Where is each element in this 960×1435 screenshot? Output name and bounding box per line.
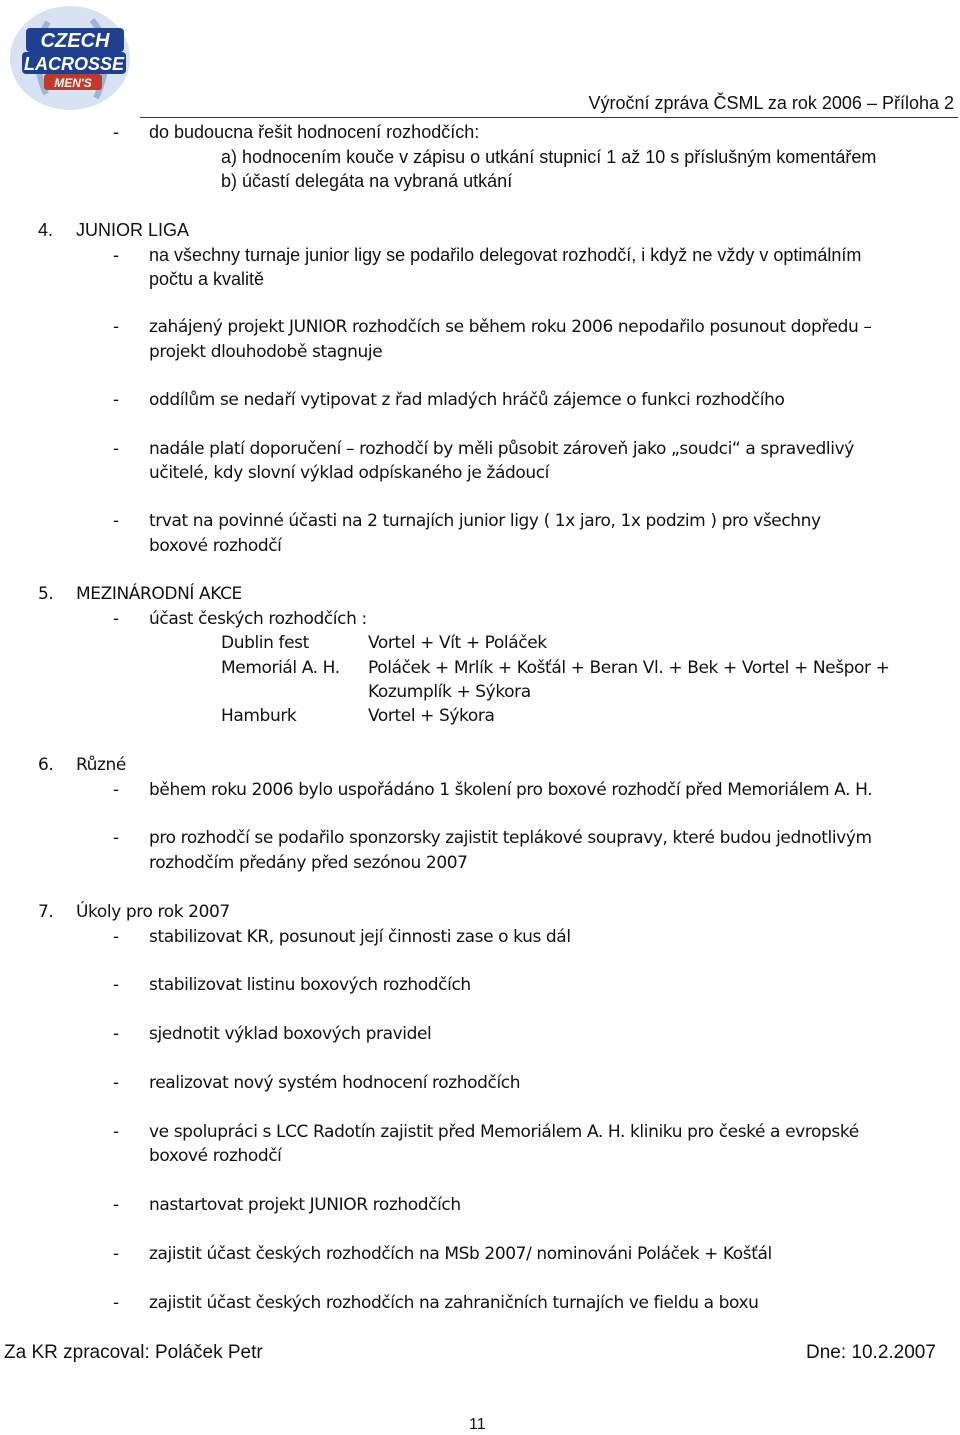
section-heading: JUNIOR LIGA	[76, 220, 190, 240]
list-item-line: sjednotit výklad boxových pravidel	[149, 1024, 432, 1044]
czech-lacrosse-logo	[8, 2, 136, 112]
section-number: 6.	[38, 755, 54, 775]
event-referees: Kozumplík + Sýkora	[368, 682, 531, 702]
list-item-line: boxové rozhodčí	[149, 1146, 282, 1166]
bullet-dash: -	[113, 1073, 119, 1093]
author-line: Za KR zpracoval: Poláček Petr	[4, 1342, 263, 1363]
list-item-line: ve spolupráci s LCC Radotín zajistit před Memoriálem A. H. kliniku pro české a evropské	[149, 1122, 859, 1142]
list-item-line: nadále platí doporučení – rozhodčí by měli působit zároveň jako „soudci“ a spravedlivý	[149, 439, 854, 459]
section-heading: Různé	[76, 755, 126, 775]
event-name: Hamburk	[221, 706, 297, 726]
event-referees: Vortel + Sýkora	[368, 706, 495, 726]
list-item: účast českých rozhodčích :	[149, 609, 367, 629]
sub-item-b: b) účastí delegáta na vybraná utkání	[221, 171, 513, 191]
bullet-dash: -	[113, 609, 119, 629]
logo-word-lacrosse: LACROSSE	[23, 54, 125, 74]
bullet-dash: -	[113, 1024, 119, 1044]
section-number: 4.	[38, 220, 54, 240]
header-divider	[140, 117, 958, 118]
list-item-line: realizovat nový systém hodnocení rozhodčích	[149, 1073, 521, 1093]
czech-lacrosse-logo-graphic	[8, 2, 136, 112]
list-item-line: nastartovat projekt JUNIOR rozhodčích	[149, 1195, 461, 1215]
page-number: 11	[469, 1416, 486, 1433]
bullet-dash: -	[113, 1195, 119, 1215]
bullet-dash: -	[113, 780, 119, 800]
logo-word-czech: CZECH	[40, 30, 110, 52]
bullet-dash: -	[113, 390, 119, 410]
section-heading: Úkoly pro rok 2007	[76, 902, 230, 922]
list-item-line: trvat na povinné účasti na 2 turnajích junior ligy ( 1x jaro, 1x podzim ) pro všechny	[149, 511, 821, 531]
list-item-line: zajistit účast českých rozhodčích na zahraničních turnajích ve fieldu a boxu	[149, 1293, 759, 1313]
section-number: 5.	[38, 584, 54, 604]
bullet-dash: -	[113, 122, 119, 142]
event-referees: Poláček + Mrlík + Košťál + Beran Vl. + Bek + Vortel + Nešpor +	[368, 658, 890, 678]
bullet-dash: -	[113, 975, 119, 995]
list-item: do budoucna řešit hodnocení rozhodčích:	[149, 122, 480, 142]
date-line: Dne: 10.2.2007	[806, 1342, 936, 1363]
list-item-line: během roku 2006 bylo uspořádáno 1 školení pro boxové rozhodčí před Memoriálem A. H.	[149, 780, 873, 800]
bullet-dash: -	[113, 245, 119, 265]
list-item-line: pro rozhodčí se podařilo sponzorsky zajistit teplákové soupravy, které budou jednotlivým	[149, 828, 872, 848]
bullet-dash: -	[113, 1122, 119, 1142]
event-name: Memoriál A. H.	[221, 658, 340, 678]
bullet-dash: -	[113, 511, 119, 531]
list-item-line: stabilizovat listinu boxových rozhodčích	[149, 975, 471, 995]
bullet-dash: -	[113, 1244, 119, 1264]
list-item-line: zajistit účast českých rozhodčích na MSb 2007/ nominováni Poláček + Košťál	[149, 1244, 772, 1264]
bullet-dash: -	[113, 828, 119, 848]
list-item-line: boxové rozhodčí	[149, 536, 282, 556]
list-item-line: počtu a kvalitě	[149, 269, 265, 289]
bullet-dash: -	[113, 1293, 119, 1313]
section-number: 7.	[38, 902, 54, 922]
list-item-line: učitelé, kdy slovní výklad odpískaného je žádoucí	[149, 463, 550, 483]
bullet-dash: -	[113, 927, 119, 947]
logo-word-mens: MEN'S	[54, 76, 92, 90]
section-heading: MEZINÁRODNÍ AKCE	[76, 584, 242, 604]
list-item-line: na všechny turnaje junior ligy se podařilo delegovat rozhodčí, i když ne vždy v optimálním	[149, 245, 862, 265]
list-item-line: stabilizovat KR, posunout její činnosti zase o kus dál	[149, 927, 571, 947]
list-item-line: oddílům se nedaří vytipovat z řad mladých hráčů zájemce o funkci rozhodčího	[149, 390, 785, 410]
event-name: Dublin fest	[221, 633, 309, 653]
bullet-dash: -	[113, 439, 119, 459]
list-item-line: projekt dlouhodobě stagnuje	[149, 342, 383, 362]
event-referees: Vortel + Vít + Poláček	[368, 633, 547, 653]
list-item-line: zahájený projekt JUNIOR rozhodčích se během roku 2006 nepodařilo posunout dopředu –	[149, 317, 872, 337]
header-title: Výroční zpráva ČSML za rok 2006 – Příloha 2	[588, 93, 954, 113]
sub-item-a: a) hodnocením kouče v zápisu o utkání stupnicí 1 až 10 s příslušným komentářem	[221, 147, 877, 167]
bullet-dash: -	[113, 317, 119, 337]
list-item-line: rozhodčím předány před sezónou 2007	[149, 853, 468, 873]
